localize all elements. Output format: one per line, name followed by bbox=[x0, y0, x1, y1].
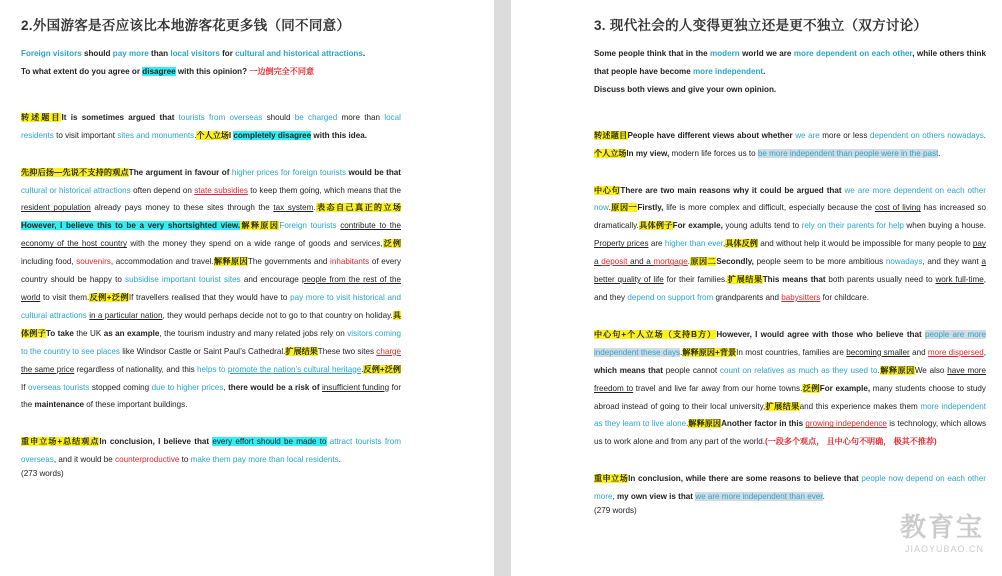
left-essay-title: 2.外国游客是否应该比本地游客花更多钱（同不同意） bbox=[21, 18, 351, 33]
right-paragraph-body2 bbox=[594, 326, 986, 451]
right-page bbox=[511, 0, 1002, 576]
annotation-tag: 重申立场 bbox=[594, 474, 629, 484]
text-span: which means that bbox=[594, 365, 663, 375]
text-span: tax system bbox=[273, 203, 314, 213]
text-span: local residents bbox=[21, 112, 401, 140]
text-span: It is sometimes argued that bbox=[61, 112, 179, 122]
highlight-independent: people are more independent these days bbox=[594, 329, 986, 357]
text-span: young adults tend to bbox=[722, 221, 802, 231]
text-span: attract tourists from overseas bbox=[21, 437, 402, 465]
text-span: higher prices for foreign tourists bbox=[231, 167, 346, 177]
text-span: , and they want bbox=[922, 257, 982, 267]
annotation-tag: 扩展结果 bbox=[727, 275, 763, 285]
text-span: Property prices bbox=[594, 239, 649, 249]
text-span: , accommodation and travel. bbox=[110, 257, 214, 267]
annotation-tag: 泛例 bbox=[802, 383, 820, 393]
text-span: due to higher prices bbox=[151, 382, 224, 392]
left-paragraph-body bbox=[21, 164, 401, 415]
text-span: as an example bbox=[103, 328, 160, 338]
text-span: mortgage bbox=[653, 257, 688, 267]
left-paragraph-conclusion bbox=[21, 433, 401, 469]
text-span: Secondly, bbox=[716, 257, 754, 267]
left-paragraph-intro bbox=[21, 109, 401, 145]
text-span: regardless of nationality, and this bbox=[74, 364, 198, 374]
text-span: dependent on others nowadays bbox=[869, 130, 984, 140]
text-span: I believe that bbox=[154, 437, 213, 447]
annotation-tag: 中心句+个人立场（支持B方） bbox=[594, 329, 717, 339]
text-span: , bbox=[612, 492, 617, 502]
right-essay bbox=[594, 14, 986, 515]
text-span: overseas tourists bbox=[27, 382, 90, 392]
text-span: the UK bbox=[73, 328, 104, 338]
text-span: my own view is that bbox=[616, 492, 693, 502]
text-span: should bbox=[81, 49, 113, 58]
text-span: insufficient funding bbox=[322, 382, 390, 392]
left-word-count: (273 words) bbox=[21, 469, 64, 479]
text-span: for their families. bbox=[663, 275, 728, 285]
text-span: charge bbox=[376, 346, 402, 356]
text-span: Foreign visitors bbox=[21, 49, 82, 58]
text-span: more dispersed bbox=[927, 347, 984, 357]
text-span: , and it would be bbox=[53, 455, 116, 465]
text-span: . bbox=[608, 203, 611, 213]
annotation-tag: 泛例 bbox=[382, 239, 401, 249]
text-span: people cannot bbox=[662, 365, 720, 375]
text-span: are bbox=[648, 239, 665, 249]
text-span: a better quality of life bbox=[594, 257, 986, 285]
text-span: These two sites bbox=[317, 346, 377, 356]
text-span: more independent as they learn to live alone bbox=[594, 401, 986, 429]
text-span: for childcare. bbox=[820, 292, 869, 302]
highlight-view: However, I believe this to be a very shortsighted view. bbox=[21, 221, 241, 231]
text-span: cultural or historical attractions bbox=[21, 185, 131, 195]
text-span: grandparents and bbox=[713, 292, 782, 302]
text-span: to keep them going, which means that the bbox=[247, 185, 402, 195]
text-span: people seem to be more ambitious bbox=[753, 257, 886, 267]
annotation-tag: 原因二 bbox=[690, 257, 717, 267]
text-span: more dependent on each other bbox=[793, 49, 913, 58]
text-span: pay more to visit historical and cultural attractions bbox=[21, 292, 401, 320]
text-span: we are bbox=[795, 130, 820, 140]
text-span: In conclusion, bbox=[628, 474, 683, 484]
text-span: , they would perhaps decide not to go to that country on holiday. bbox=[162, 310, 393, 320]
text-span: while there are some reasons to believe that bbox=[682, 474, 862, 484]
annotation-tag: 原因一 bbox=[610, 203, 638, 213]
text-span: . bbox=[822, 492, 825, 502]
text-span: Discuss both views and give your own opinion. bbox=[594, 84, 777, 94]
text-span: have more freedom to bbox=[594, 365, 986, 393]
text-span: to visit them. bbox=[40, 292, 90, 302]
annotation-tag: 先抑后扬—先说不支持的观点 bbox=[21, 167, 129, 177]
text-span: we are more dependent on each other now bbox=[594, 185, 986, 213]
right-question bbox=[594, 45, 986, 99]
text-span: , the tourism industry and many related jobs rely on bbox=[159, 328, 348, 338]
text-span: and without help it would be impossible for many people to bbox=[757, 239, 973, 249]
text-span: more or less bbox=[819, 130, 870, 140]
text-span: for bbox=[219, 49, 236, 58]
text-span: and this experience makes them bbox=[799, 401, 921, 411]
text-span: . bbox=[938, 148, 941, 158]
text-span: sites and monuments bbox=[117, 130, 195, 140]
annotation-tag: 具体例子 bbox=[21, 310, 402, 338]
text-span: people now depend on each other more bbox=[594, 474, 986, 502]
text-span: promote the nation’s cultural heritage bbox=[227, 364, 362, 374]
text-span: In my view, bbox=[626, 148, 670, 158]
highlight-disagree: completely disagree bbox=[233, 130, 312, 140]
text-span: more than bbox=[337, 112, 385, 122]
text-span: there would be a risk of bbox=[228, 382, 320, 392]
highlight-effort: every effort should be made to bbox=[212, 437, 327, 447]
text-span: work full-time bbox=[935, 275, 984, 285]
text-span: depend on support from bbox=[627, 292, 714, 302]
stance-note: 一边倒完全不同意 bbox=[247, 66, 315, 76]
text-span: This means that bbox=[762, 275, 826, 285]
text-span: helps to bbox=[197, 364, 228, 374]
text-span: Firstly, bbox=[637, 203, 664, 213]
text-span: state subsidies bbox=[194, 185, 248, 195]
text-span: In conclusion, bbox=[99, 437, 155, 447]
text-span: when buying a house. bbox=[903, 221, 986, 231]
text-span: people from the rest of the world bbox=[21, 275, 401, 302]
watermark-sub: JIAOYUBAO.CN bbox=[904, 544, 984, 554]
text-span: To what extent do you agree or bbox=[21, 66, 143, 76]
text-span: world we are bbox=[739, 49, 794, 58]
right-word-count: (279 words) bbox=[594, 506, 637, 516]
text-span: to visit important bbox=[53, 130, 118, 140]
text-span: and a bbox=[627, 257, 654, 267]
text-span: travel and live far away from our home towns. bbox=[633, 383, 803, 393]
left-question bbox=[21, 45, 401, 81]
left-page bbox=[0, 0, 494, 576]
text-span: . bbox=[338, 455, 341, 465]
text-span: stopped coming bbox=[89, 382, 152, 392]
text-span: pay a bbox=[594, 239, 986, 267]
annotation-tag: 反例+泛例 bbox=[89, 292, 129, 302]
text-span: of these important buildings. bbox=[84, 400, 188, 410]
text-span: like Windsor Castle or Saint Paul’s Cathedral. bbox=[119, 346, 286, 356]
text-span: with this idea. bbox=[311, 130, 367, 140]
text-span: to bbox=[179, 455, 191, 465]
text-span: The argument in favour of bbox=[128, 167, 232, 177]
annotation-tag: 具体例子 bbox=[638, 221, 673, 231]
text-span: visitors coming to the country to see places bbox=[21, 328, 401, 356]
text-span: . bbox=[313, 203, 316, 213]
text-span: . bbox=[983, 130, 986, 140]
text-span: have become bbox=[639, 66, 691, 76]
text-span: , and they bbox=[594, 275, 986, 302]
annotation-tag: 个人立场 bbox=[196, 130, 229, 140]
text-span: . bbox=[687, 257, 690, 267]
text-span: more independent bbox=[692, 66, 764, 76]
text-span: cost of living bbox=[874, 203, 921, 213]
annotation-tag: 解释原因 bbox=[240, 221, 280, 231]
highlight-disagree: disagree bbox=[142, 66, 176, 76]
text-span: If travellers realised that they would have to bbox=[128, 292, 291, 302]
text-span: make them pay more than local residents bbox=[190, 455, 339, 465]
text-span: , bbox=[223, 382, 229, 392]
text-span: People have different views about whether bbox=[627, 130, 796, 140]
text-span: should bbox=[262, 112, 295, 122]
text-span: , while others think that people bbox=[594, 49, 986, 76]
text-span: maintenance bbox=[34, 400, 84, 410]
text-span: souvenirs bbox=[76, 257, 111, 267]
annotation-tag: 重申立场+总结观点 bbox=[21, 437, 100, 447]
text-span: the same price bbox=[21, 364, 75, 374]
text-span: babysitters bbox=[781, 292, 821, 302]
text-span: local visitors bbox=[170, 49, 220, 58]
text-span: . bbox=[877, 365, 880, 375]
text-span: inhabitants bbox=[330, 257, 370, 267]
text-span: Foreign tourists bbox=[279, 221, 337, 231]
text-span: count on relatives as much as they used to bbox=[719, 365, 878, 375]
paragraph-note: (一段多个观点， 且中心句不明确， 极其不推荐) bbox=[764, 437, 937, 447]
annotation-tag: 具体反例 bbox=[725, 239, 758, 249]
text-span: and encourage bbox=[240, 275, 302, 285]
text-span: However, I would agree with those who believe that bbox=[716, 329, 925, 339]
annotation-tag: 中心句 bbox=[594, 185, 621, 195]
watermark-main: 教育宝 bbox=[899, 513, 984, 543]
text-span: If bbox=[21, 382, 28, 392]
text-span: I bbox=[228, 130, 234, 140]
annotation-tag: 扩展结果 bbox=[285, 346, 318, 356]
text-span: higher than ever bbox=[664, 239, 724, 249]
text-span: life is more complex and difficult, especially because the bbox=[663, 203, 875, 213]
text-span: for the bbox=[21, 382, 402, 410]
text-span: both parents usually need to bbox=[825, 275, 936, 285]
text-span: many students choose to study abroad instead of going to their local university, bbox=[594, 383, 986, 411]
text-span: For example, bbox=[819, 383, 871, 393]
text-span: There are two main reasons why it could be argued that bbox=[620, 185, 845, 195]
text-span: rely on their parents for help bbox=[801, 221, 904, 231]
text-span: including food, bbox=[21, 257, 77, 267]
text-span: The governments and bbox=[247, 257, 331, 267]
left-essay bbox=[21, 14, 401, 478]
text-span: cultural and historical attractions bbox=[235, 49, 363, 58]
text-span: contribute to the economy of the host country bbox=[21, 221, 401, 249]
right-paragraph-conclusion bbox=[594, 470, 986, 506]
text-span: is technology, which allows us to work alone and from any part of the world. bbox=[594, 419, 986, 447]
highlight-independent: we are more independent than ever bbox=[695, 492, 823, 502]
text-span: becoming smaller bbox=[846, 347, 910, 357]
text-span: growing independence bbox=[805, 419, 887, 429]
text-span: pay more bbox=[112, 49, 149, 58]
text-span: with this opinion? bbox=[175, 66, 248, 76]
annotation-tag: 转述题目 bbox=[21, 112, 62, 122]
text-span: deposit bbox=[601, 257, 628, 267]
text-span: of every country should be happy to bbox=[21, 257, 401, 285]
text-span: , bbox=[983, 347, 986, 357]
text-span: than bbox=[148, 49, 171, 58]
text-span: We also bbox=[914, 365, 948, 375]
annotation-tag: 解释原因 bbox=[879, 365, 915, 375]
annotation-tag: 反例+泛例 bbox=[363, 364, 401, 374]
right-essay-title: 3. 现代社会的人变得更独立还是更不独立（双方讨论） bbox=[594, 18, 928, 33]
annotation-tag: 解释原因 bbox=[213, 257, 248, 267]
text-span: resident population bbox=[21, 203, 91, 213]
right-paragraph-intro bbox=[594, 127, 986, 163]
text-span: In most countries, families are bbox=[736, 347, 847, 357]
text-span: tourists from overseas bbox=[178, 112, 263, 122]
annotation-tag: 解释原因+背景 bbox=[682, 347, 737, 357]
text-span: would be that bbox=[346, 167, 401, 177]
text-span: Some people think that in the bbox=[594, 49, 711, 58]
right-paragraph-body1 bbox=[594, 182, 986, 307]
text-span: nowadays bbox=[885, 257, 923, 267]
text-span: and bbox=[909, 347, 928, 357]
text-span: To take bbox=[45, 328, 74, 338]
annotation-tag: 个人立场 bbox=[594, 148, 627, 158]
annotation-tag: 扩展结果 bbox=[765, 401, 800, 411]
text-span: . bbox=[763, 66, 766, 76]
text-span: has increased so dramatically. bbox=[594, 203, 986, 231]
text-span: modern bbox=[710, 49, 740, 58]
text-span: counterproductive bbox=[115, 455, 180, 465]
text-span: be charged bbox=[294, 112, 338, 122]
text-span: already pays money to these sites through the bbox=[90, 203, 274, 213]
text-span: For example, bbox=[672, 221, 723, 231]
text-span: . bbox=[362, 49, 366, 58]
annotation-tag: 表态自己真正的立场 bbox=[315, 203, 401, 213]
text-span: with the money they spend on a wide range of goods and services, bbox=[127, 239, 383, 249]
text-span: modern life forces us to bbox=[669, 148, 758, 158]
annotation-tag: 解释原因 bbox=[688, 419, 722, 429]
highlight-independent: be more independent than people were in the past bbox=[757, 148, 939, 158]
text-span: often depend on bbox=[130, 185, 195, 195]
text-span: Another factor in this bbox=[721, 419, 806, 429]
text-span: in a particular nation bbox=[89, 310, 163, 320]
annotation-tag: 转述题目 bbox=[594, 130, 628, 140]
text-span: subsidise important tourist sites bbox=[125, 275, 241, 285]
